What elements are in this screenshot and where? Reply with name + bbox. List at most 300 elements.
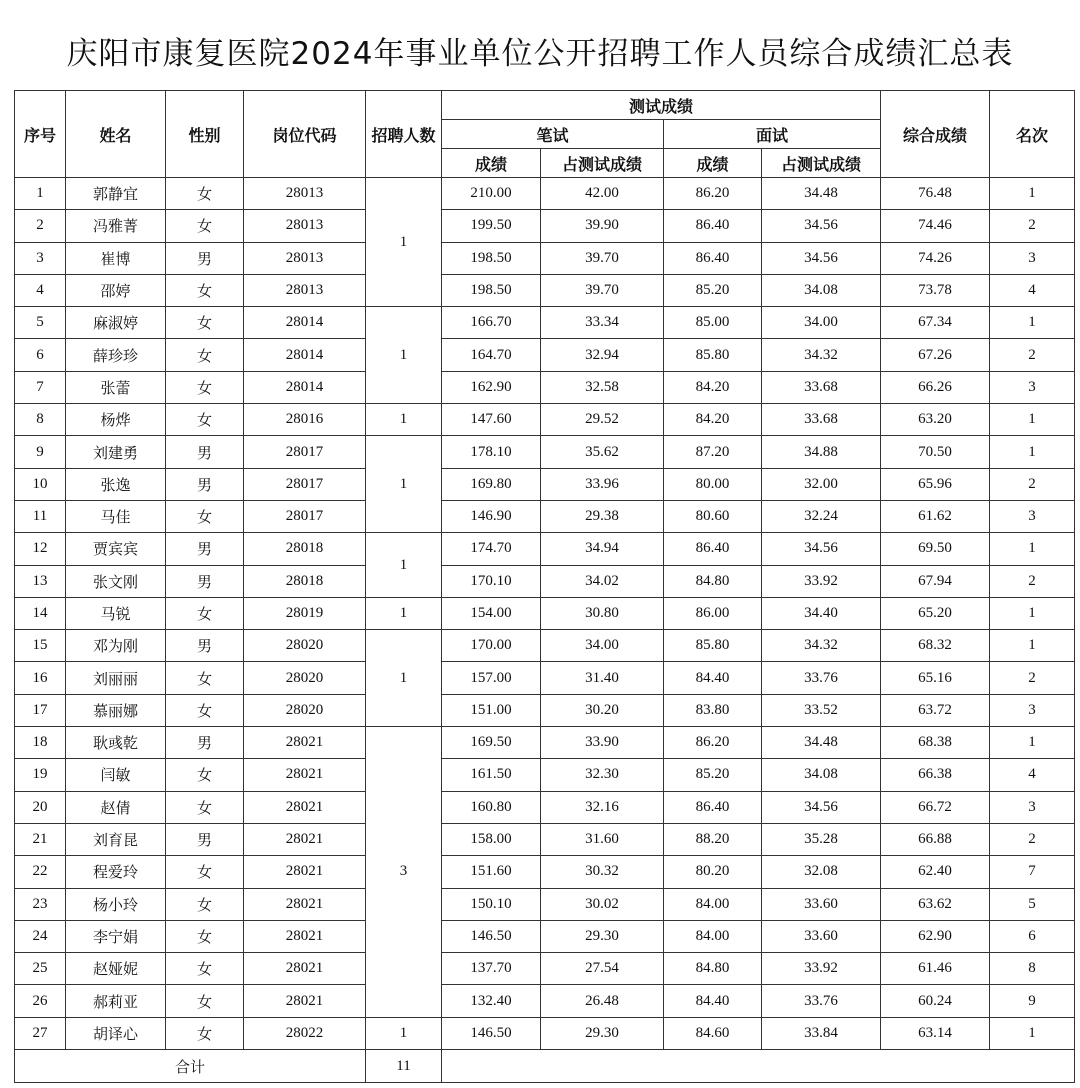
cell-seq: 2 [15, 210, 66, 242]
cell-written-score: 146.50 [442, 920, 541, 952]
cell-interview-score: 84.40 [664, 985, 762, 1017]
cell-name: 麻淑婷 [66, 307, 166, 339]
cell-interview-share: 34.56 [762, 533, 881, 565]
cell-written-score: 198.50 [442, 274, 541, 306]
cell-interview-score: 84.20 [664, 404, 762, 436]
cell-gender: 女 [166, 985, 244, 1017]
cell-seq: 16 [15, 662, 66, 694]
cell-seq: 11 [15, 500, 66, 532]
cell-composite: 70.50 [881, 436, 990, 468]
cell-rank: 8 [990, 953, 1075, 985]
cell-interview-share: 34.00 [762, 307, 881, 339]
cell-interview-score: 86.20 [664, 727, 762, 759]
cell-composite: 67.34 [881, 307, 990, 339]
table-row [15, 630, 1075, 662]
cell-interview-share: 34.48 [762, 727, 881, 759]
cell-quota: 1 [366, 178, 442, 307]
cell-post-code: 28020 [244, 694, 366, 726]
cell-gender: 男 [166, 242, 244, 274]
cell-written-score: 151.00 [442, 694, 541, 726]
cell-post-code: 28021 [244, 823, 366, 855]
cell-written-share: 39.90 [541, 210, 664, 242]
cell-interview-score: 84.00 [664, 888, 762, 920]
table-row [15, 436, 1075, 468]
cell-gender: 女 [166, 178, 244, 210]
cell-rank: 2 [990, 662, 1075, 694]
cell-post-code: 28019 [244, 597, 366, 629]
cell-rank: 2 [990, 210, 1075, 242]
cell-rank: 3 [990, 500, 1075, 532]
cell-name: 程爱玲 [66, 856, 166, 888]
cell-rank: 3 [990, 791, 1075, 823]
cell-composite: 76.48 [881, 178, 990, 210]
cell-seq: 27 [15, 1017, 66, 1049]
cell-composite: 66.72 [881, 791, 990, 823]
cell-name: 张蕾 [66, 371, 166, 403]
cell-interview-share: 34.08 [762, 759, 881, 791]
cell-gender: 男 [166, 630, 244, 662]
table-row [15, 791, 1075, 823]
cell-gender: 女 [166, 339, 244, 371]
cell-written-share: 26.48 [541, 985, 664, 1017]
cell-interview-score: 86.00 [664, 597, 762, 629]
header-test-scores: 测试成绩 [442, 91, 881, 120]
cell-interview-share: 32.24 [762, 500, 881, 532]
cell-composite: 68.32 [881, 630, 990, 662]
cell-composite: 66.26 [881, 371, 990, 403]
cell-seq: 21 [15, 823, 66, 855]
cell-written-share: 29.52 [541, 404, 664, 436]
table-row [15, 920, 1075, 952]
cell-composite: 73.78 [881, 274, 990, 306]
table-row [15, 985, 1075, 1017]
cell-rank: 1 [990, 404, 1075, 436]
cell-name: 崔博 [66, 242, 166, 274]
cell-written-score: 150.10 [442, 888, 541, 920]
total-row [15, 1050, 1075, 1083]
cell-gender: 女 [166, 307, 244, 339]
cell-written-score: 210.00 [442, 178, 541, 210]
table-row [15, 307, 1075, 339]
cell-name: 薛珍珍 [66, 339, 166, 371]
cell-rank: 5 [990, 888, 1075, 920]
cell-rank: 4 [990, 274, 1075, 306]
cell-seq: 13 [15, 565, 66, 597]
cell-written-score: 170.00 [442, 630, 541, 662]
header-post-code: 岗位代码 [244, 91, 366, 178]
cell-name: 刘育昆 [66, 823, 166, 855]
cell-interview-score: 84.60 [664, 1017, 762, 1049]
total-value: 11 [366, 1050, 442, 1083]
cell-composite: 69.50 [881, 533, 990, 565]
header-seq: 序号 [15, 91, 66, 178]
cell-rank: 2 [990, 339, 1075, 371]
header-interview-share: 占测试成绩 [762, 149, 881, 178]
cell-seq: 20 [15, 791, 66, 823]
table-row [15, 178, 1075, 210]
cell-rank: 3 [990, 694, 1075, 726]
cell-composite: 74.26 [881, 242, 990, 274]
cell-interview-share: 34.56 [762, 791, 881, 823]
cell-name: 慕丽娜 [66, 694, 166, 726]
cell-interview-score: 86.20 [664, 178, 762, 210]
cell-rank: 1 [990, 533, 1075, 565]
table-row [15, 565, 1075, 597]
cell-interview-share: 33.52 [762, 694, 881, 726]
cell-written-score: 158.00 [442, 823, 541, 855]
cell-written-share: 31.60 [541, 823, 664, 855]
cell-rank: 3 [990, 371, 1075, 403]
table-row [15, 404, 1075, 436]
cell-composite: 61.46 [881, 953, 990, 985]
table-row [15, 274, 1075, 306]
cell-gender: 女 [166, 920, 244, 952]
cell-composite: 63.14 [881, 1017, 990, 1049]
cell-interview-share: 33.60 [762, 920, 881, 952]
cell-composite: 65.16 [881, 662, 990, 694]
cell-gender: 女 [166, 404, 244, 436]
cell-seq: 3 [15, 242, 66, 274]
cell-rank: 2 [990, 468, 1075, 500]
cell-written-score: 174.70 [442, 533, 541, 565]
cell-written-share: 39.70 [541, 274, 664, 306]
cell-name: 刘建勇 [66, 436, 166, 468]
cell-composite: 74.46 [881, 210, 990, 242]
cell-interview-share: 34.48 [762, 178, 881, 210]
cell-rank: 1 [990, 1017, 1075, 1049]
cell-written-share: 30.80 [541, 597, 664, 629]
cell-post-code: 28020 [244, 662, 366, 694]
table-row [15, 210, 1075, 242]
header-gender: 性别 [166, 91, 244, 178]
cell-seq: 4 [15, 274, 66, 306]
cell-interview-score: 86.40 [664, 210, 762, 242]
cell-name: 胡译心 [66, 1017, 166, 1049]
cell-rank: 2 [990, 823, 1075, 855]
cell-written-score: 146.50 [442, 1017, 541, 1049]
cell-name: 马锐 [66, 597, 166, 629]
cell-quota: 3 [366, 727, 442, 1018]
cell-composite: 63.62 [881, 888, 990, 920]
cell-post-code: 28013 [244, 210, 366, 242]
header-written-share: 占测试成绩 [541, 149, 664, 178]
cell-seq: 12 [15, 533, 66, 565]
cell-seq: 7 [15, 371, 66, 403]
cell-name: 张文刚 [66, 565, 166, 597]
cell-interview-score: 80.00 [664, 468, 762, 500]
cell-interview-share: 34.56 [762, 242, 881, 274]
header-interview: 面试 [664, 120, 881, 149]
cell-written-share: 35.62 [541, 436, 664, 468]
cell-composite: 62.90 [881, 920, 990, 952]
cell-gender: 男 [166, 823, 244, 855]
cell-interview-share: 34.32 [762, 339, 881, 371]
cell-seq: 10 [15, 468, 66, 500]
cell-gender: 男 [166, 565, 244, 597]
header-quota: 招聘人数 [366, 91, 442, 178]
cell-interview-score: 86.40 [664, 791, 762, 823]
cell-name: 张逸 [66, 468, 166, 500]
cell-composite: 66.88 [881, 823, 990, 855]
cell-written-share: 27.54 [541, 953, 664, 985]
cell-interview-share: 34.08 [762, 274, 881, 306]
cell-gender: 女 [166, 500, 244, 532]
cell-gender: 男 [166, 727, 244, 759]
cell-post-code: 28021 [244, 920, 366, 952]
cell-rank: 1 [990, 727, 1075, 759]
cell-gender: 女 [166, 791, 244, 823]
cell-composite: 68.38 [881, 727, 990, 759]
cell-gender: 男 [166, 436, 244, 468]
cell-interview-score: 80.20 [664, 856, 762, 888]
cell-interview-score: 86.40 [664, 533, 762, 565]
cell-written-score: 162.90 [442, 371, 541, 403]
cell-written-share: 32.16 [541, 791, 664, 823]
cell-seq: 23 [15, 888, 66, 920]
cell-written-share: 31.40 [541, 662, 664, 694]
cell-post-code: 28021 [244, 888, 366, 920]
cell-written-share: 30.02 [541, 888, 664, 920]
cell-rank: 4 [990, 759, 1075, 791]
cell-post-code: 28021 [244, 791, 366, 823]
cell-written-share: 29.30 [541, 1017, 664, 1049]
cell-seq: 19 [15, 759, 66, 791]
cell-post-code: 28020 [244, 630, 366, 662]
table-row [15, 823, 1075, 855]
cell-interview-score: 84.40 [664, 662, 762, 694]
table-body [15, 178, 1075, 1083]
cell-post-code: 28014 [244, 307, 366, 339]
cell-interview-share: 32.00 [762, 468, 881, 500]
cell-rank: 2 [990, 565, 1075, 597]
cell-written-score: 147.60 [442, 404, 541, 436]
cell-name: 贾宾宾 [66, 533, 166, 565]
cell-name: 李宁娟 [66, 920, 166, 952]
cell-interview-score: 84.80 [664, 565, 762, 597]
cell-written-score: 164.70 [442, 339, 541, 371]
cell-interview-share: 33.60 [762, 888, 881, 920]
cell-written-share: 39.70 [541, 242, 664, 274]
header-rank: 名次 [990, 91, 1075, 178]
table-row [15, 533, 1075, 565]
cell-seq: 25 [15, 953, 66, 985]
cell-composite: 62.40 [881, 856, 990, 888]
header-name: 姓名 [66, 91, 166, 178]
cell-interview-share: 34.88 [762, 436, 881, 468]
cell-quota: 1 [366, 404, 442, 436]
cell-interview-score: 87.20 [664, 436, 762, 468]
cell-written-share: 42.00 [541, 178, 664, 210]
cell-name: 赵倩 [66, 791, 166, 823]
cell-interview-share: 33.84 [762, 1017, 881, 1049]
table-row [15, 371, 1075, 403]
cell-composite: 66.38 [881, 759, 990, 791]
cell-gender: 女 [166, 694, 244, 726]
cell-gender: 女 [166, 210, 244, 242]
cell-seq: 14 [15, 597, 66, 629]
cell-interview-share: 32.08 [762, 856, 881, 888]
cell-written-score: 178.10 [442, 436, 541, 468]
table-row [15, 694, 1075, 726]
cell-written-score: 198.50 [442, 242, 541, 274]
cell-quota: 1 [366, 597, 442, 629]
cell-interview-share: 33.92 [762, 565, 881, 597]
cell-seq: 6 [15, 339, 66, 371]
cell-interview-share: 34.32 [762, 630, 881, 662]
cell-interview-score: 85.20 [664, 759, 762, 791]
cell-written-score: 166.70 [442, 307, 541, 339]
cell-written-share: 32.94 [541, 339, 664, 371]
cell-interview-score: 83.80 [664, 694, 762, 726]
cell-post-code: 28021 [244, 727, 366, 759]
cell-gender: 女 [166, 274, 244, 306]
cell-written-score: 154.00 [442, 597, 541, 629]
cell-written-share: 32.30 [541, 759, 664, 791]
cell-post-code: 28021 [244, 856, 366, 888]
cell-written-score: 157.00 [442, 662, 541, 694]
cell-written-score: 146.90 [442, 500, 541, 532]
cell-seq: 8 [15, 404, 66, 436]
cell-quota: 1 [366, 1017, 442, 1049]
cell-written-score: 170.10 [442, 565, 541, 597]
cell-post-code: 28018 [244, 565, 366, 597]
cell-interview-share: 35.28 [762, 823, 881, 855]
table-row [15, 339, 1075, 371]
cell-interview-share: 33.92 [762, 953, 881, 985]
cell-interview-share: 33.76 [762, 985, 881, 1017]
cell-rank: 6 [990, 920, 1075, 952]
table-row [15, 1017, 1075, 1049]
cell-composite: 65.20 [881, 597, 990, 629]
cell-name: 闫敏 [66, 759, 166, 791]
cell-seq: 1 [15, 178, 66, 210]
cell-interview-score: 86.40 [664, 242, 762, 274]
cell-post-code: 28021 [244, 985, 366, 1017]
cell-written-score: 132.40 [442, 985, 541, 1017]
cell-quota: 1 [366, 630, 442, 727]
cell-name: 邓为刚 [66, 630, 166, 662]
cell-post-code: 28013 [244, 242, 366, 274]
cell-composite: 63.20 [881, 404, 990, 436]
cell-seq: 22 [15, 856, 66, 888]
total-empty [442, 1050, 1075, 1083]
cell-rank: 1 [990, 307, 1075, 339]
cell-rank: 1 [990, 436, 1075, 468]
cell-interview-share: 34.40 [762, 597, 881, 629]
cell-interview-score: 88.20 [664, 823, 762, 855]
cell-name: 马佳 [66, 500, 166, 532]
cell-rank: 9 [990, 985, 1075, 1017]
cell-post-code: 28018 [244, 533, 366, 565]
cell-interview-share: 33.68 [762, 404, 881, 436]
cell-gender: 男 [166, 468, 244, 500]
cell-interview-score: 84.00 [664, 920, 762, 952]
cell-gender: 女 [166, 597, 244, 629]
header-written: 笔试 [442, 120, 664, 149]
header-composite: 综合成绩 [881, 91, 990, 178]
cell-rank: 1 [990, 178, 1075, 210]
cell-quota: 1 [366, 533, 442, 598]
table-row [15, 856, 1075, 888]
cell-written-score: 151.60 [442, 856, 541, 888]
cell-post-code: 28013 [244, 178, 366, 210]
cell-written-score: 199.50 [442, 210, 541, 242]
cell-composite: 65.96 [881, 468, 990, 500]
cell-seq: 18 [15, 727, 66, 759]
cell-gender: 女 [166, 856, 244, 888]
table-row [15, 468, 1075, 500]
cell-interview-score: 85.00 [664, 307, 762, 339]
cell-post-code: 28014 [244, 339, 366, 371]
table-row [15, 888, 1075, 920]
cell-interview-share: 33.76 [762, 662, 881, 694]
table-row [15, 953, 1075, 985]
cell-name: 郝莉亚 [66, 985, 166, 1017]
cell-composite: 63.72 [881, 694, 990, 726]
cell-seq: 9 [15, 436, 66, 468]
cell-post-code: 28016 [244, 404, 366, 436]
cell-post-code: 28021 [244, 953, 366, 985]
cell-composite: 67.26 [881, 339, 990, 371]
cell-composite: 60.24 [881, 985, 990, 1017]
cell-gender: 女 [166, 759, 244, 791]
cell-composite: 67.94 [881, 565, 990, 597]
cell-gender: 女 [166, 662, 244, 694]
cell-written-share: 33.90 [541, 727, 664, 759]
cell-name: 赵娅妮 [66, 953, 166, 985]
cell-interview-score: 84.80 [664, 953, 762, 985]
total-label: 合计 [15, 1050, 366, 1083]
cell-name: 冯雅菁 [66, 210, 166, 242]
page-title: 庆阳市康复医院2024年事业单位公开招聘工作人员综合成绩汇总表 [66, 36, 1014, 72]
cell-name: 邵婷 [66, 274, 166, 306]
cell-written-score: 161.50 [442, 759, 541, 791]
table-row [15, 727, 1075, 759]
table-row [15, 662, 1075, 694]
cell-interview-score: 80.60 [664, 500, 762, 532]
cell-written-share: 29.38 [541, 500, 664, 532]
cell-gender: 女 [166, 953, 244, 985]
cell-written-score: 160.80 [442, 791, 541, 823]
cell-post-code: 28017 [244, 500, 366, 532]
cell-post-code: 28017 [244, 436, 366, 468]
cell-written-share: 34.00 [541, 630, 664, 662]
cell-interview-score: 85.80 [664, 630, 762, 662]
cell-composite: 61.62 [881, 500, 990, 532]
cell-interview-score: 85.20 [664, 274, 762, 306]
cell-name: 耿彧乾 [66, 727, 166, 759]
header-interview-score: 成绩 [664, 149, 762, 178]
table-row [15, 242, 1075, 274]
cell-interview-score: 85.80 [664, 339, 762, 371]
cell-interview-share: 33.68 [762, 371, 881, 403]
cell-gender: 男 [166, 533, 244, 565]
cell-quota: 1 [366, 436, 442, 533]
cell-name: 杨烨 [66, 404, 166, 436]
cell-written-share: 33.96 [541, 468, 664, 500]
cell-written-score: 169.50 [442, 727, 541, 759]
cell-written-score: 169.80 [442, 468, 541, 500]
cell-rank: 3 [990, 242, 1075, 274]
cell-post-code: 28014 [244, 371, 366, 403]
cell-name: 刘丽丽 [66, 662, 166, 694]
cell-post-code: 28013 [244, 274, 366, 306]
cell-rank: 1 [990, 630, 1075, 662]
score-table [14, 90, 1075, 1083]
cell-seq: 17 [15, 694, 66, 726]
cell-post-code: 28017 [244, 468, 366, 500]
cell-interview-score: 84.20 [664, 371, 762, 403]
